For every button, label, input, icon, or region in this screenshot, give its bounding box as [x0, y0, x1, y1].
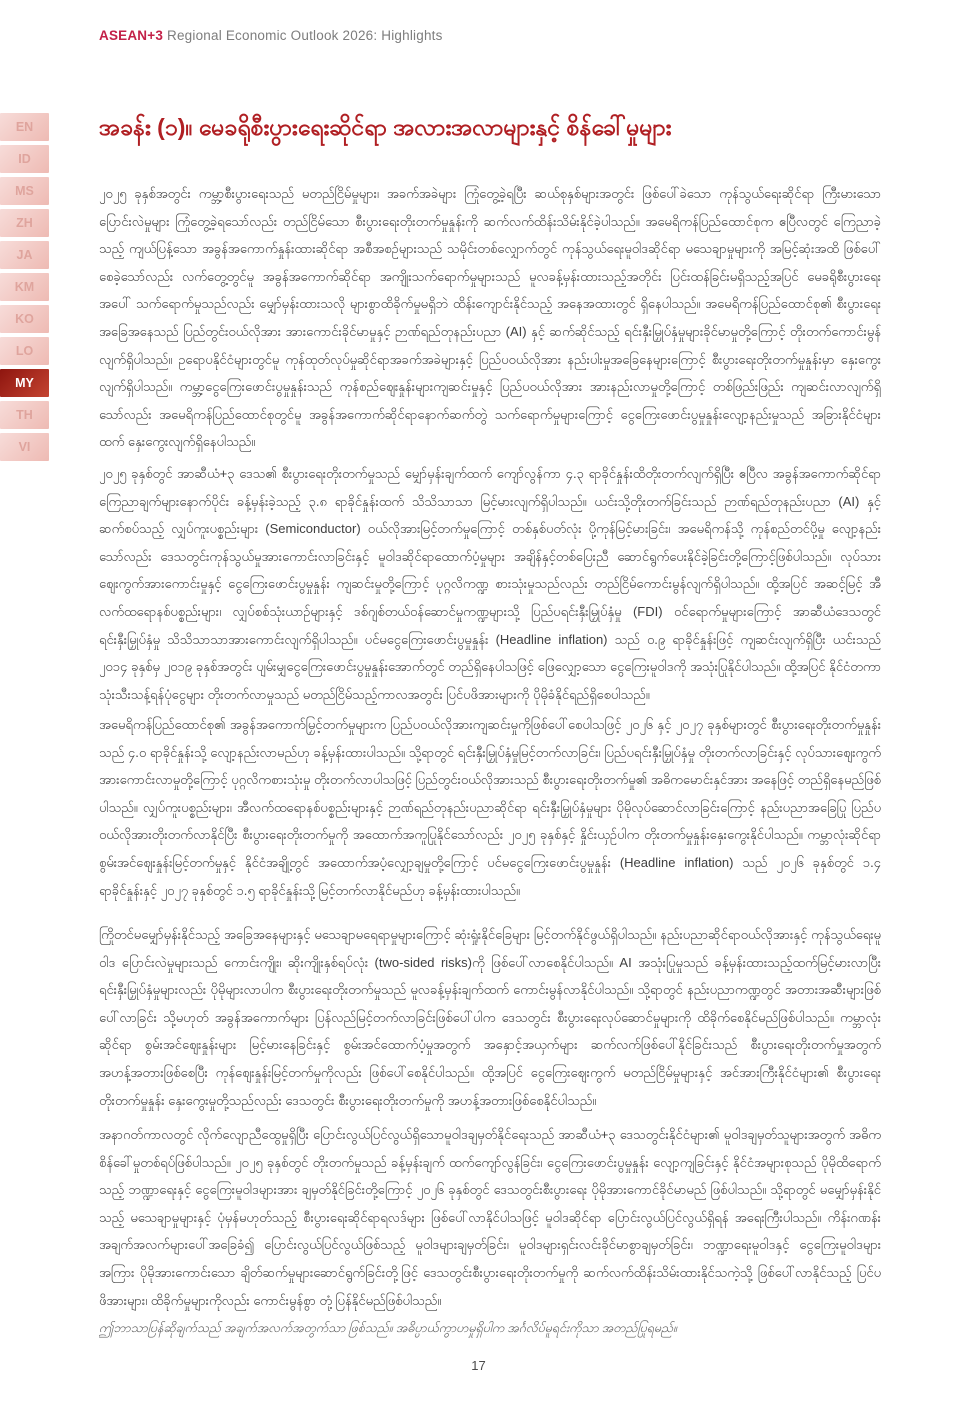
body-paragraph-3: အမေရိကန်ပြည်ထောင်စု၏ အခွန်အကောက်မြှင့်တက်မှုများက ပြည်ပဝယ်လိုအားကျဆင်းမှုကိုဖြစ်ပေါ်စေပါသဖြင့် ၂၀၂၆ နှင့် ၂၀၂၇ ခုနှစ်များတွင် စီးပွားရေးတိုးတက်မှုနှုန်းသည် ၄.၀ ရာခိုင်နှုန်းသို့ လျော့နည်းလာမည်ဟု ခန့်မှန်းထားပါသည်။ သို့ရာတွင် ရင်းနှီးမြှုပ်နှံမှုမြင့်တက်လာခြင်း၊ ပြည်ပရင်းနှီးမြှုပ်နှံမှု တိုးတက်လာခြင်းနှင့် လုပ်သားဈေးကွက်အားကောင်းလာမှုတို့ကြောင့် ပုဂ္ဂလိကစားသုံးမှု တိုးတက်လာပါသဖြင့် ပြည်တွင်းဝယ်လိုအားသည် စီးပွားရေးတိုးတက်မှု၏ အဓိကမောင်းနှင်အား အနေဖြင့် တည်ရှိနေမည်ဖြစ်ပါသည်။ လျှပ်ကူးပစ္စည်းများ၊ အီလက်ထရောနစ်ပစ္စည်းများနှင့် ဉာဏ်ရည်တုနည်းပညာဆိုင်ရာ ရင်းနှီးမြှုပ်နှံမှုများ ပိုမိုလုပ်ဆောင်လာခြင်းကြောင့် နည်းပညာအခြေပြု ပြည်ပဝယ်လိုအားတိုးတက်လာနိုင်ပြီး စီးပွားရေးတိုးတက်မှုကို အထောက်အကူပြုနိုင်သော်လည်း ၂၀၂၅ ခုနှစ်နှင့် နှိုင်းယှဉ်ပါက တိုးတက်မှုနှုန်းနှေးကွေးနိုင်ပါသည်။ ကမ္ဘာလုံးဆိုင်ရာ စွမ်းအင်ဈေးနှုန်းမြင့်တက်မှုနှင့် နိုင်ငံအချို့တွင် အထောက်အပံ့လျှော့ချမှုတို့ကြောင့် ပင်မငွေကြေးဖောင်းပွမှုနှုန်း (Headline inflation) သည် ၂၀၂၆ ခုနှစ်တွင် ၁.၄ ရာခိုင်နှုန်းနှင့် ၂၀၂၇ ခုနှစ်တွင် ၁.၅ ရာခိုင်နှုန်းသို့ မြင့်တက်လာနိုင်မည်ဟု ခန့်မှန်းထားပါသည်။	[99, 717, 881, 898]
sidebar-item-th[interactable]: TH	[0, 401, 49, 429]
sidebar-item-vi[interactable]: VI	[0, 433, 49, 461]
sidebar-item-my[interactable]: MY	[0, 369, 49, 397]
translation-footnote: ဤဘာသာပြန်ဆိုချက်သည် အချက်အလက်အတွက်သာ ဖြစ်သည်။ အဓိပ္ပာယ်ကွာဟမှုရှိပါက အင်္ဂလိပ်မူရင်းကိုသာ အတည်ပြုရမည်။	[99, 1321, 677, 1335]
sidebar-item-ms[interactable]: MS	[0, 177, 49, 205]
sidebar-item-lo[interactable]: LO	[0, 337, 49, 365]
header-title: Regional Economic Outlook 2026: Highlights	[167, 28, 443, 43]
body-paragraph-1: ၂၀၂၅ ခုနှစ်အတွင်း ကမ္ဘာ့စီးပွားရေးသည် မတည်ငြိမ်မှုများ၊ အခက်အခဲများ ကြုံတွေ့ခဲ့ရပြီး ဆယ်စုနှစ်များအတွင်း ဖြစ်ပေါ်ခဲသော ကုန်သွယ်ရေးဆိုင်ရာ ကြီးမားသော ပြောင်းလဲမှုများ ကြုံတွေ့ခဲ့ရသော်လည်း တည်ငြိမ်သော စီးပွားရေးတိုးတက်မှုနှုန်းကို ဆက်လက်ထိန်းသိမ်းနိုင်ခဲ့ပါသည်။ အမေရိကန်ပြည်ထောင်စုက ဧပြီလတွင် ကြေညာခဲ့သည့် ကျယ်ပြန့်သော အခွန်အကောက်နှုန်းထားဆိုင်ရာ အစီအစဉ်များသည် သမိုင်းတစ်လျှောက်တွင် ကုန်သွယ်ရေးမူဝါဒဆိုင်ရာ မသေချာမှုများကို အမြင့်ဆုံးအထိ ဖြစ်ပေါ်စေခဲ့သော်လည်း လက်တွေ့တွင်မူ အခွန်အကောက်ဆိုင်ရာ အကျိုးသက်ရောက်မှုများသည် မူလခန့်မှန်းထားသည့်အတိုင်း ပြင်းထန်ခြင်းမရှိသည့်အပြင် မေခရိုစီးပွားရေးအပေါ် သက်ရောက်မှုသည်လည်း မျှော်မှန်းထားသလို များစွာထိခိုက်မှုမရှိဘဲ ထိန်းကျောင်းနိုင်သည့် အနေအထားတွင် ရှိနေပါသည်။ အမေရိကန်ပြည်ထောင်စု၏ စီးပွားရေးအခြေအနေသည် ပြည်တွင်းဝယ်လိုအား အားကောင်းခိုင်မာမှုနှင့် ဉာဏ်ရည်တုနည်းပညာ (AI) နှင့် ဆက်ဆိုင်သည့် ရင်းနှီးမြှုပ်နှံမှုများခိုင်မာမှုတို့ကြောင့် တိုးတက်ကောင်းမွန်လျက်ရှိပါသည်။ ဥရောပနိုင်ငံများတွင်မူ ကုန်ထုတ်လုပ်မှုဆိုင်ရာအခက်အခဲများနှင့် ပြည်ပဝယ်လိုအား နည်းပါးမှုအခြေနေများကြောင့် စီးပွားရေးတိုးတက်မှုနှုန်းမှာ နှေးကွေးလျက်ရှိပါသည်။ ကမ္ဘာ့ငွေကြေးဖောင်းပွမှုနှုန်းသည် ကုန်စည်ဈေးနှုန်းများကျဆင်းမှုနှင့် ပြည်ပဝယ်လိုအား အားနည်းလာမှုတို့ကြောင့် တစ်ဖြည်းဖြည်း ကျဆင်းလာလျက်ရှိသော်လည်း အမေရိကန်ပြည်ထောင်စုတွင်မူ အခွန်အကောက်ဆိုင်ရာနောက်ဆက်တွဲ သက်ရောက်မှုများကြောင့် ငွေကြေးဖောင်းပွမှုနှုန်းလျော့နည်းမှုသည် အခြားနိုင်ငံများထက် နှေးကွေးလျက်ရှိနေပါသည်။	[99, 186, 881, 450]
sidebar-item-id[interactable]: ID	[0, 145, 49, 173]
body-paragraph-4: ကြိုတင်မမျှော်မှန်းနိုင်သည့် အခြေအနေများနှင့် မသေချာမရေရာမှုများကြောင့် ဆုံးရှုံးနိုင်ခြေများ မြင့်တက်နိုင်ဖွယ်ရှိပါသည်။ နည်းပညာဆိုင်ရာဝယ်လိုအားနှင့် ကုန်သွယ်ရေးမူဝါဒ ပြောင်းလဲမှုများသည် ကောင်းကျိုး၊ ဆိုးကျိုးနှစ်ရပ်လုံး (two-sided risks)ကို ဖြစ်ပေါ်လာစေနိုင်ပါသည်။ AI အသုံးပြုမှုသည် ခန့်မှန်းထားသည့်ထက်မြင့်မားလာပြီး ရင်းနှီးမြှုပ်နှံမှုများလည်း ပိုမိုများလာပါက စီးပွားရေးတိုးတက်မှုသည် မူလခန့်မှန်းချက်ထက် ကောင်းမွန်လာနိုင်ပါသည်။ သို့ရာတွင် နည်းပညာကဏ္ဍတွင် အတားအဆီးများဖြစ်ပေါ်လာခြင်း သို့မဟုတ် အခွန်အကောက်များ ပြန်လည်မြင့်တက်လာခြင်းဖြစ်ပေါ်ပါက ဒေသတွင်း စီးပွားရေးလုပ်ဆောင်မှုများကို ထိခိုက်စေနိုင်မည်ဖြစ်ပါသည်။ ကမ္ဘာလုံးဆိုင်ရာ စွမ်းအင်ဈေးနှုန်းများ မြင့်မားနေခြင်းနှင့် စွမ်းအင်ထောက်ပံ့မှုအတွက် အနှောင့်အယှက်များ ဆက်လက်ဖြစ်ပေါ်နိုင်ခြင်းသည် စီးပွားရေးတိုးတက်မှုအတွက် အဟန့်အတားဖြစ်စေပြီး ကုန်ဈေးနှုန်းမြင့်တက်မှုကိုလည်း ဖြစ်ပေါ်စေနိုင်ပါသည်။ ထို့အပြင် ငွေကြေးဈေးကွက် မတည်ငြိမ်မှုများနှင့် အင်အားကြီးနိုင်ငံများ၏ စီးပွားရေးတိုးတက်မှုနှုန်း နှေးကွေးမှုတို့သည်လည်း ဒေသတွင်း စီးပွားရေးတိုးတက်မှုကို အဟန့်အတားဖြစ်စေနိုင်ပါသည်။	[99, 927, 881, 1108]
sidebar-item-en[interactable]: EN	[0, 113, 49, 141]
document-header	[99, 28, 443, 43]
language-sidebar	[0, 113, 49, 465]
page-number: 17	[471, 1358, 486, 1373]
sidebar-item-ja[interactable]: JA	[0, 241, 49, 269]
body-paragraph-2: ၂၀၂၅ ခုနှစ်တွင် အာဆီယံ+၃ ဒေသ၏ စီးပွားရေးတိုးတက်မှုသည် မျှော်မှန်းချက်ထက် ကျော်လွန်ကာ ၄.၃ ရာခိုင်နှုန်းထိတိုးတက်လျက်ရှိပြီး ဧပြီလ အခွန်အကောက်ဆိုင်ရာကြေညာချက်များနောက်ပိုင်း ခန့်မှန်းခဲ့သည့် ၃.၈ ရာခိုင်နှုန်းထက် သိသိသာသာ မြင့်မားလျက်ရှိပါသည်။ ယင်းသို့တိုးတက်ခြင်းသည် ဉာဏ်ရည်တုနည်းပညာ (AI) နှင့် ဆက်စပ်သည့် လျှပ်ကူးပစ္စည်းများ (Semiconductor) ဝယ်လိုအားမြင့်တက်မှုကြောင့် တစ်နှစ်ပတ်လုံး ပို့ကုန်မြင့်မားခြင်း၊ အမေရိကန်သို့ ကုန်စည်တင်ပို့မှု လျော့နည်းသော်လည်း ဒေသတွင်းကုန်သွယ်မှုအားကောင်းလာခြင်းနှင့် မူဝါဒဆိုင်ရာထောက်ပံ့မှုများ အချိန်နှင့်တစ်ပြေးညီ ဆောင်ရွက်ပေးနိုင်ခဲ့ခြင်းတို့ကြောင့်ဖြစ်ပါသည်။ လုပ်သားဈေးကွက်အားကောင်းမှုနှင့် ငွေကြေးဖောင်းပွမှုနှုန်း ကျဆင်းမှုတို့ကြောင့် ပုဂ္ဂလိကဏ္ဍ စားသုံးမှုသည်လည်း တည်ငြိမ်ကောင်းမွန်လျက်ရှိပါသည်။ ထို့အပြင် အဆင့်မြင့် အီလက်ထရောနစ်ပစ္စည်းများ၊ လျှပ်စစ်သုံးယာဉ်များနှင့် ဒစ်ဂျစ်တယ်ဝန်ဆောင်မှုကဏ္ဍများသို့ ပြည်ပရင်းနှီးမြှုပ်နှံမှု (FDI) ဝင်ရောက်မှုများကြောင့် အာဆီယံဒေသတွင် ရင်းနှီးမြှုပ်နှံမှု သိသိသာသာအားကောင်းလျက်ရှိပါသည်။ ပင်မငွေကြေးဖောင်းပွမှုနှုန်း (Headline inflation) သည် ၀.၉ ရာခိုင်နှုန်းဖြင့် ကျဆင်းလျက်ရှိပြီး ယင်းသည် ၂၀၁၄ ခုနှစ်မှ ၂၀၁၉ ခုနှစ်အတွင်း ပျမ်းမျှငွေကြေးဖောင်းပွမှုနှုန်းအောက်တွင် တည်ရှိနေပါသဖြင့် ဖြေလျှော့သော ငွေကြေးမူဝါဒကို အသုံးပြုနိုင်ပါသည်။ ထို့အပြင် နိုင်ငံတကာသုံးသီးသန့်ရန်ပုံငွေများ တိုးတက်လာမှုသည် မတည်ငြိမ်သည့်ကာလအတွင်း ပြင်ပဖိအားများကို ပိုမိုခံနိုင်ရည်ရှိစေပါသည်။	[99, 466, 881, 702]
sidebar-item-km[interactable]: KM	[0, 273, 49, 301]
body-paragraph-5: အနာဂတ်ကာလတွင် လိုက်လျောညီထွေမှုရှိပြီး ပြောင်းလွယ်ပြင်လွယ်ရှိသောမူဝါဒချမှတ်နိုင်ရေးသည် အာဆီယံ+၃ ဒေသတွင်းနိုင်ငံများ၏ မူဝါဒချမှတ်သူများအတွက် အဓိကစိန်ခေါ်မှုတစ်ရပ်ဖြစ်ပါသည်။ ၂၀၂၅ ခုနှစ်တွင် တိုးတက်မှုသည် ခန့်မှန်းချက် ထက်ကျော်လွန်ခြင်း၊ ငွေကြေးဖောင်းပွမှုနှုန်း လျော့ကျခြင်းနှင့် နိုင်ငံအများစုသည် ပိုမိုထိရောက်သည့် ဘဏ္ဍာရေးနှင့် ငွေကြေးမူဝါဒများအား ချမှတ်နိုင်ခြင်းတို့ကြောင့် ၂၀၂၆ ခုနှစ်တွင် ဒေသတွင်းစီးပွားရေး ပိုမိုအားကောင်ခိုင်မာမည် ဖြစ်ပါသည်။ သို့ရာတွင် မမျှော်မှန်းနိုင်သည့် မသေချာမှုများနှင့် ပုံမှန်မဟုတ်သည့် စီးပွားရေးဆိုင်ရာရလဒ်များ ဖြစ်ပေါ်လာနိုင်ပါသဖြင့် မူဝါဒဆိုင်ရာ ပြောင်းလွယ်ပြင်လွယ်ရှိရန် အရေးကြီးပါသည်။ ကိန်းဂဏန်းအချက်အလက်များပေါ်အခြေခံ၍ ပြောင်းလွယ်ပြင်လွယ်ဖြစ်သည့် မူဝါဒများချမှတ်ခြင်း၊ မူဝါဒများရှင်းလင်းခိုင်မာစွာချမှတ်ခြင်း၊ ဘဏ္ဍာရေးမူဝါဒနှင့် ငွေကြေးမူဝါဒများအကြား ပိုမိုအားကောင်းသော ချိတ်ဆက်မှုများဆောင်ရွက်ခြင်းတို့ဖြင့် ဒေသတွင်းစီးပွားရေးတိုးတက်မှုကို ဆက်လက်ထိန်းသိမ်းထားနိုင်သကဲ့သို့ ဖြစ်ပေါ်လာနိုင်သည့် ပြင်ပဖိအားများ၊ ထိခိုက်မှုများကိုလည်း ကောင်းမွန်စွာ တုံ့ပြန်နိုင်မည်ဖြစ်ပါသည်။	[99, 1127, 881, 1308]
sidebar-item-zh[interactable]: ZH	[0, 209, 49, 237]
sidebar-item-ko[interactable]: KO	[0, 305, 49, 333]
page-title: အခန်း (၁)။ မေခရိုစီးပွားရေးဆိုင်ရာ အလားအလာများနှင့် စိန်ခေါ်မှုများ	[99, 114, 672, 140]
header-brand: ASEAN+3	[99, 28, 164, 43]
